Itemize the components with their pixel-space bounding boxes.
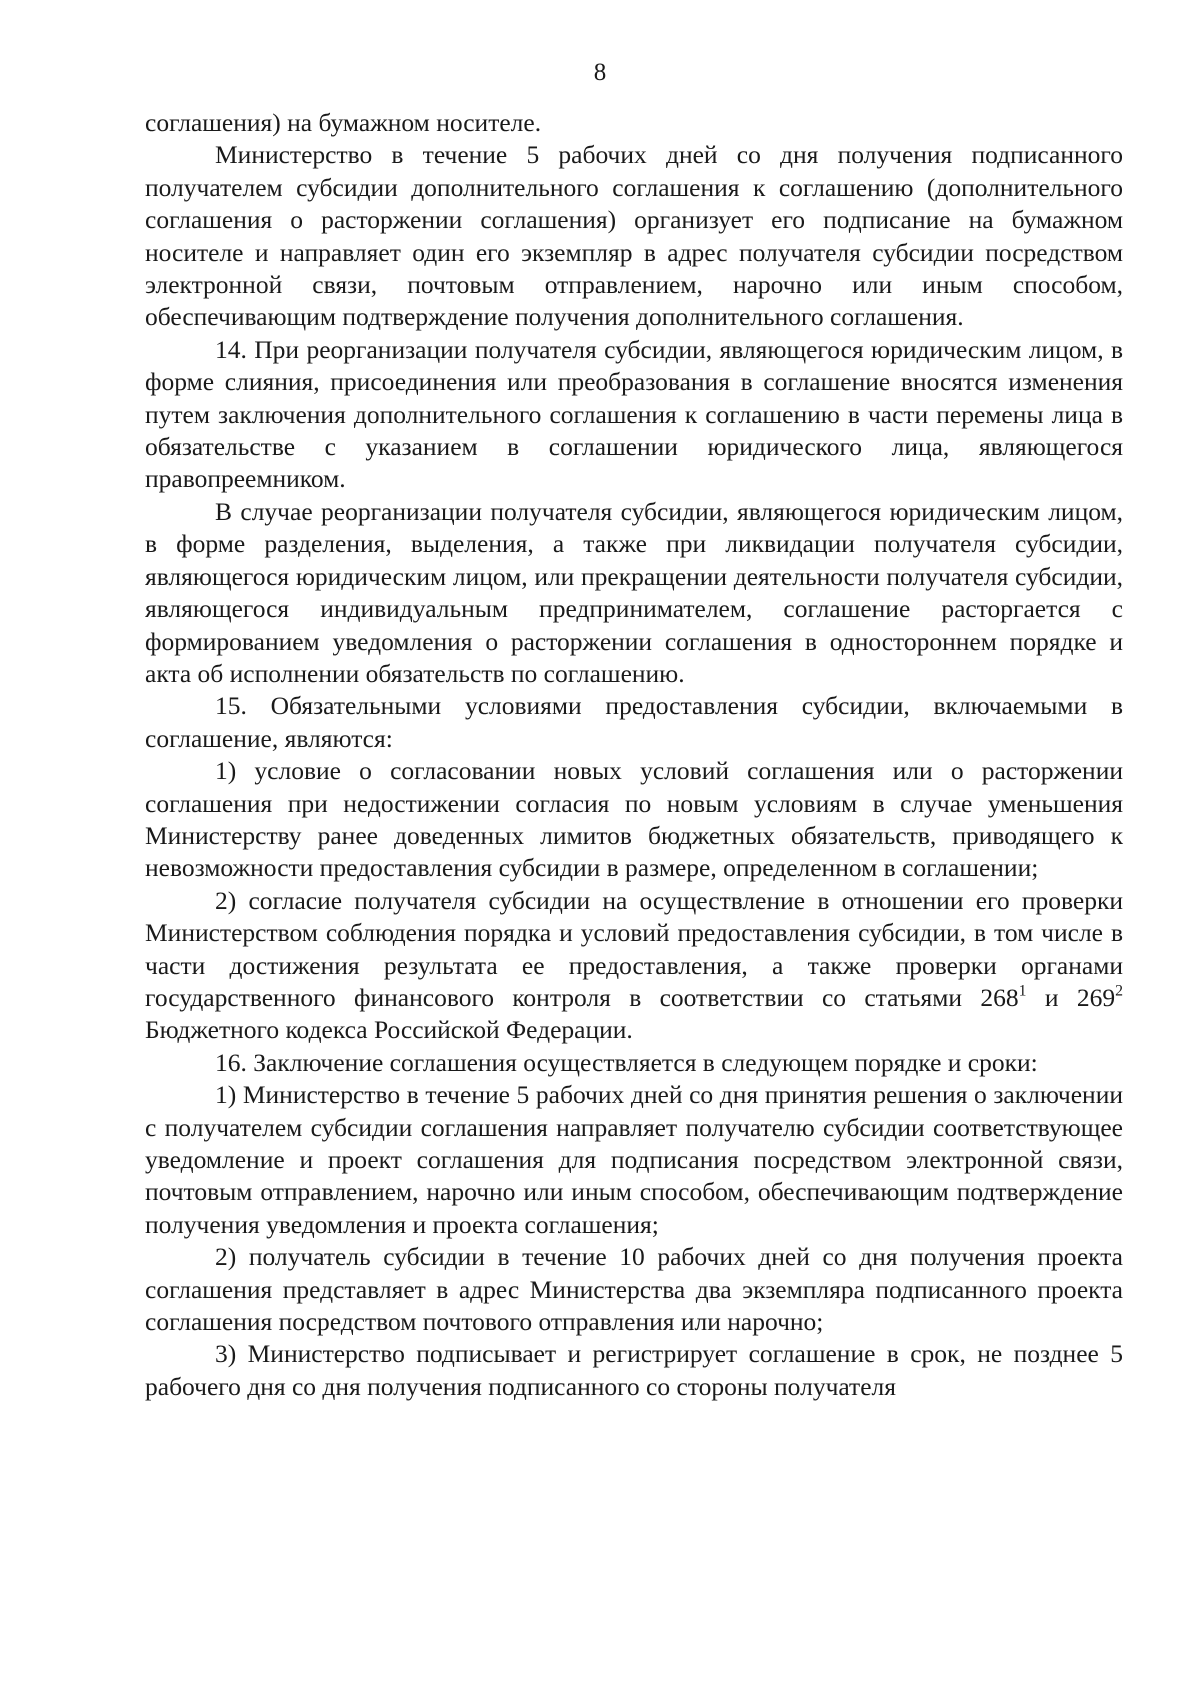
statute-superscript-1: 1 [1018, 982, 1027, 1000]
statute-superscript-2: 2 [1115, 982, 1123, 1000]
paragraph-continuation: соглашения) на бумажном носителе. [145, 108, 542, 137]
paragraph-14-reorganization: 14. При реорганизации получателя субсидии, являющегося юридическим лицом, в форме слияния, присоединения или преобразования в соглашение вносятся изменения путем заключения дополнительного соглашения к соглашению в части перемены лица в обязательстве с указанием в соглашении юридического лица, являющегося правопреемником. [145, 334, 1123, 494]
paragraph-16-item-2: 2) получатель субсидии в течение 10 рабочих дней со дня получения проекта соглашения представляет в адрес Министерства два экземпляра подписанного проекта соглашения посредством почтового отправления или нарочно; [145, 1242, 1123, 1337]
statute-end-text: Бюджетного кодекса Российской Федерации. [145, 1015, 633, 1045]
paragraph-16-item-3: 3) Министерство подписывает и регистрирует соглашение в срок, не позднее 5 рабочего дня со дня получения подписанного со стороны получателя [145, 1339, 1123, 1401]
paragraph-16-procedure: 16. Заключение соглашения осуществляется в следующем порядке и сроки: [215, 1047, 1038, 1077]
paragraph-reorganization-termination: В случае реорганизации получателя субсидии, являющегося юридическим лицом, в форме разделения, выделения, а также при ликвидации получателя субсидии, являющегося юридическим лицом, или прекращении деятельности получателя субсидии, являющегося индивидуальным предпринимателем, соглашение расторгается с формированием уведомления о расторжении соглашения в одностороннем порядке и акта об исполнении обязательств по соглашению. [145, 496, 1123, 688]
paragraph-15-conditions: 15. Обязательными условиями предоставления субсидии, включаемыми в соглашение, являются: [145, 691, 1123, 753]
paragraph-ministry-signing: Министерство в течение 5 рабочих дней со дня получения подписанного получателем субсидии дополнительного соглашения к соглашению (дополнительного соглашения о расторжении соглашения) организует его подписание на бумажном носителе и направляет один его экземпляр в адрес получателя субсидии посредством электронной связи, почтовым отправлением, нарочно или иным способом, обеспечивающим подтверждение получения дополнительного соглашения. [145, 140, 1123, 332]
statute-mid-text: и 269 [1026, 982, 1116, 1012]
paragraph-16-item-1: 1) Министерство в течение 5 рабочих дней со дня принятия решения о заключении с получателем субсидии соглашения направляет получателю субсидии соответствующее уведомление и проект соглашения для подписания посредством электронной связи, почтовым отправлением, нарочно или иным способом, обеспечивающим подтверждение получения уведомления и проекта соглашения; [145, 1080, 1123, 1239]
document-body [145, 107, 1123, 1403]
paragraph-15-item-1: 1) условие о согласовании новых условий соглашения или о расторжении соглашения при недостижении согласия по новым условиям в случае уменьшения Министерству ранее доведенных лимитов бюджетных обязательств, приводящего к невозможности предоставления субсидии в размере, определенном в соглашении; [145, 756, 1123, 883]
paragraph-15-item-2 [145, 885, 1123, 1047]
paragraph-15-item-2-text: 2) согласие получателя субсидии на осуществление в отношении его проверки Министерством соблюдения порядка и условий предоставления субсидии, в том числе в части достижения результата ее предоставления, а также проверки органами государственного финансового контроля в соответствии со статьями 268 [145, 885, 1123, 1012]
page-number: 8 [593, 59, 607, 86]
